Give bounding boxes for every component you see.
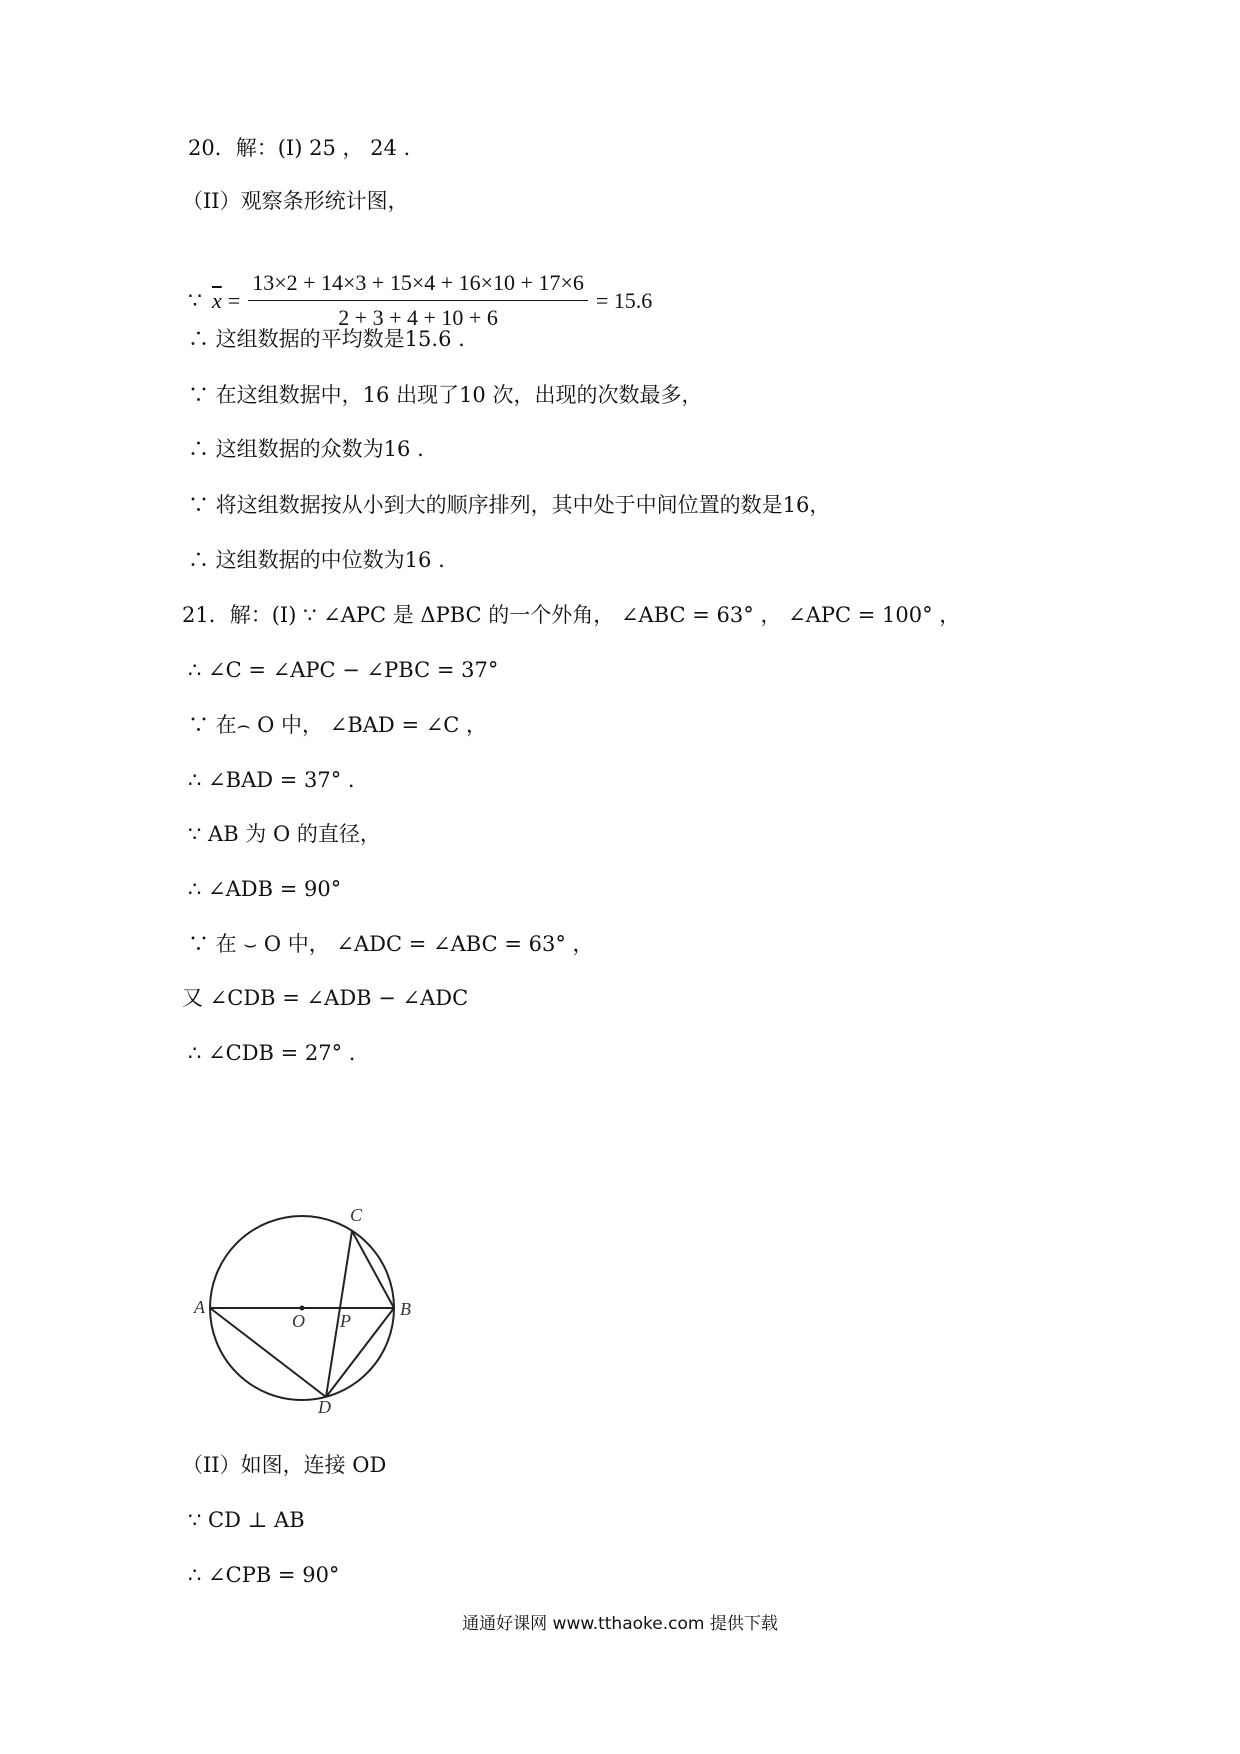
segment-ad: [210, 1308, 326, 1397]
label-o: O: [292, 1311, 305, 1331]
cpb-line: ∴ ∠CPB = 90°: [188, 1563, 340, 1587]
adb-line: ∴ ∠ADB = 90°: [188, 877, 342, 901]
mode-reason: ∵ 在这组数据中，16 出现了10 次，出现的次数最多，: [188, 383, 703, 407]
median-conclusion: ∴ 这组数据的中位数为16 .: [188, 548, 445, 572]
q20-answer-line: 20．解：(I) 25 ， 24 .: [188, 136, 411, 160]
circle-geometry-svg: [190, 1205, 420, 1415]
fraction-result: = 15.6: [595, 287, 653, 313]
because-symbol: ∵: [188, 287, 202, 313]
mean-fraction: [248, 270, 588, 331]
q21-part2-intro: （II）如图，连接 OD: [182, 1453, 387, 1477]
cdb-conclusion-line: ∴ ∠CDB = 27° .: [188, 1041, 356, 1065]
label-p: P: [340, 1311, 351, 1331]
label-a: A: [194, 1297, 205, 1317]
equals-sign: =: [227, 287, 241, 313]
ab-diameter-line: ∵ AB 为 O 的直径，: [188, 822, 381, 846]
mode-conclusion: ∴ 这组数据的众数为16 .: [188, 437, 424, 461]
segment-cb: [352, 1231, 394, 1308]
perpendicular-line: ∵ CD ⊥ AB: [188, 1508, 305, 1532]
q20-part2-intro: （II）观察条形统计图，: [182, 189, 409, 213]
q21-answer-line: 21．解：(I) ∵ ∠APC 是 ΔPBC 的一个外角， ∠ABC = 63° ， ∠APC = 100° ，: [182, 603, 961, 627]
angle-c-line: ∴ ∠C = ∠APC − ∠PBC = 37°: [188, 658, 499, 682]
bad-reason-line: ∵ 在⌢ O 中， ∠BAD = ∠C ，: [188, 713, 488, 737]
label-d: D: [318, 1397, 331, 1415]
page-footer: 通通好课网 www.tthaoke.com 提供下载: [462, 1614, 778, 1634]
median-reason: ∵ 将这组数据按从小到大的顺序排列，其中处于中间位置的数是16，: [188, 493, 831, 517]
mean-symbol: $\overline{x}$: [212, 287, 222, 313]
mean-formula: [188, 270, 652, 331]
segment-bd: [326, 1308, 394, 1397]
mean-conclusion: ∴ 这组数据的平均数是15.6 .: [188, 327, 465, 351]
label-b: B: [400, 1299, 411, 1319]
cdb-expression-line: 又 ∠CDB = ∠ADB − ∠ADC: [182, 986, 469, 1010]
fraction-denominator: 2 + 3 + 4 + 10 + 6: [338, 305, 498, 330]
adc-line: ∵ 在 ⌣ O 中， ∠ADC = ∠ABC = 63° ，: [188, 932, 594, 956]
center-point-o: [300, 1306, 305, 1311]
bad-conclusion-line: ∴ ∠BAD = 37° .: [188, 768, 355, 792]
fraction-numerator: 13×2 + 14×3 + 15×4 + 16×10 + 17×6: [248, 270, 588, 301]
label-c: C: [350, 1205, 363, 1225]
circle-geometry-figure: [190, 1205, 420, 1415]
